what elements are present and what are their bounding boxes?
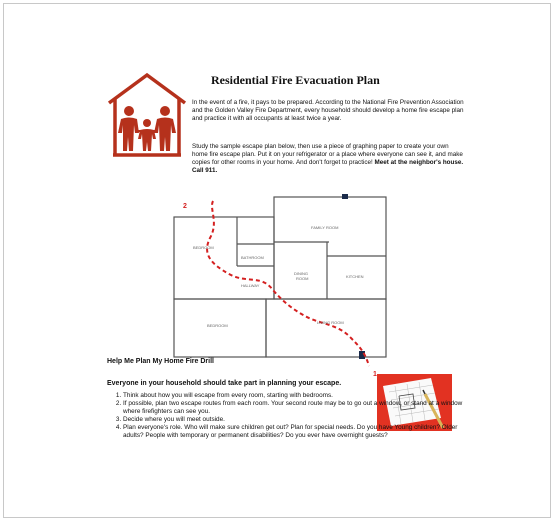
route-marker-1: 1 xyxy=(373,371,377,378)
list-item: 1. Think about how you will escape from every room, starting with bedrooms. xyxy=(123,392,475,400)
list-item: 2. If possible, plan two escape routes from each room. Your second route may be to go out a window, or stand at a window where firefighters can see you. xyxy=(123,400,475,416)
floor-plan xyxy=(169,194,394,378)
instructions-text: Study the sample escape plan below, then use a piece of graphing paper to create your own home fire escape plan. Put it on your refrigerator or a place where everyone can see it, and make copies for other rooms in your home. And don't forget to practice! xyxy=(192,143,463,166)
escape-route xyxy=(207,201,369,366)
floor-plan-lower-left xyxy=(174,299,266,357)
drill-steps-list xyxy=(107,392,475,440)
floor-plan-lower-right xyxy=(266,299,386,357)
room-label-dining-room-1: DINING xyxy=(294,271,308,276)
room-label-dining-room-2: ROOM xyxy=(296,276,309,281)
drill-subtitle: Everyone in your household should take part in planning your escape. xyxy=(107,380,342,387)
list-item: 3. Decide where you will meet outside. xyxy=(123,416,475,424)
room-label-bathroom: BATHROOM xyxy=(241,255,264,260)
instructions-paragraph xyxy=(192,143,464,175)
room-label-living-room: LIVING ROOM xyxy=(317,320,344,325)
page-title: Residential Fire Evacuation Plan xyxy=(211,73,380,87)
room-label-bedroom-top: BEDROOM xyxy=(193,245,214,250)
room-label-bedroom-bottom: BEDROOM xyxy=(207,323,228,328)
family-house-icon xyxy=(107,73,187,157)
intro-paragraph: In the event of a fire, it pays to be prepared. According to the National Fire Prevention Association and the Golden Valley Fire Department, every household should develop a home fire escape plan and practice it with all occupants at least twice a year. xyxy=(192,99,464,122)
drill-section-title: Help Me Plan My Home Fire Drill xyxy=(107,358,214,365)
list-item: 4. Plan everyone's role. Who will make sure children get out? Plan for special needs. Do you have Young children? Older adults? People with temporary or permanent disabilities? Do you ever have overnight guests? xyxy=(123,424,475,440)
floor-plan-upper-right xyxy=(274,197,386,299)
document-page xyxy=(3,3,551,518)
room-label-kitchen: KITCHEN xyxy=(346,274,364,279)
exit-marker-top xyxy=(342,194,348,199)
room-label-hallway: HALLWAY xyxy=(241,283,260,288)
room-label-family-room: FAMILY ROOM xyxy=(311,225,339,230)
route-marker-2: 2 xyxy=(183,203,187,210)
meet-and-call-text: Meet at the neighbor's house. Call 911. xyxy=(192,159,464,174)
